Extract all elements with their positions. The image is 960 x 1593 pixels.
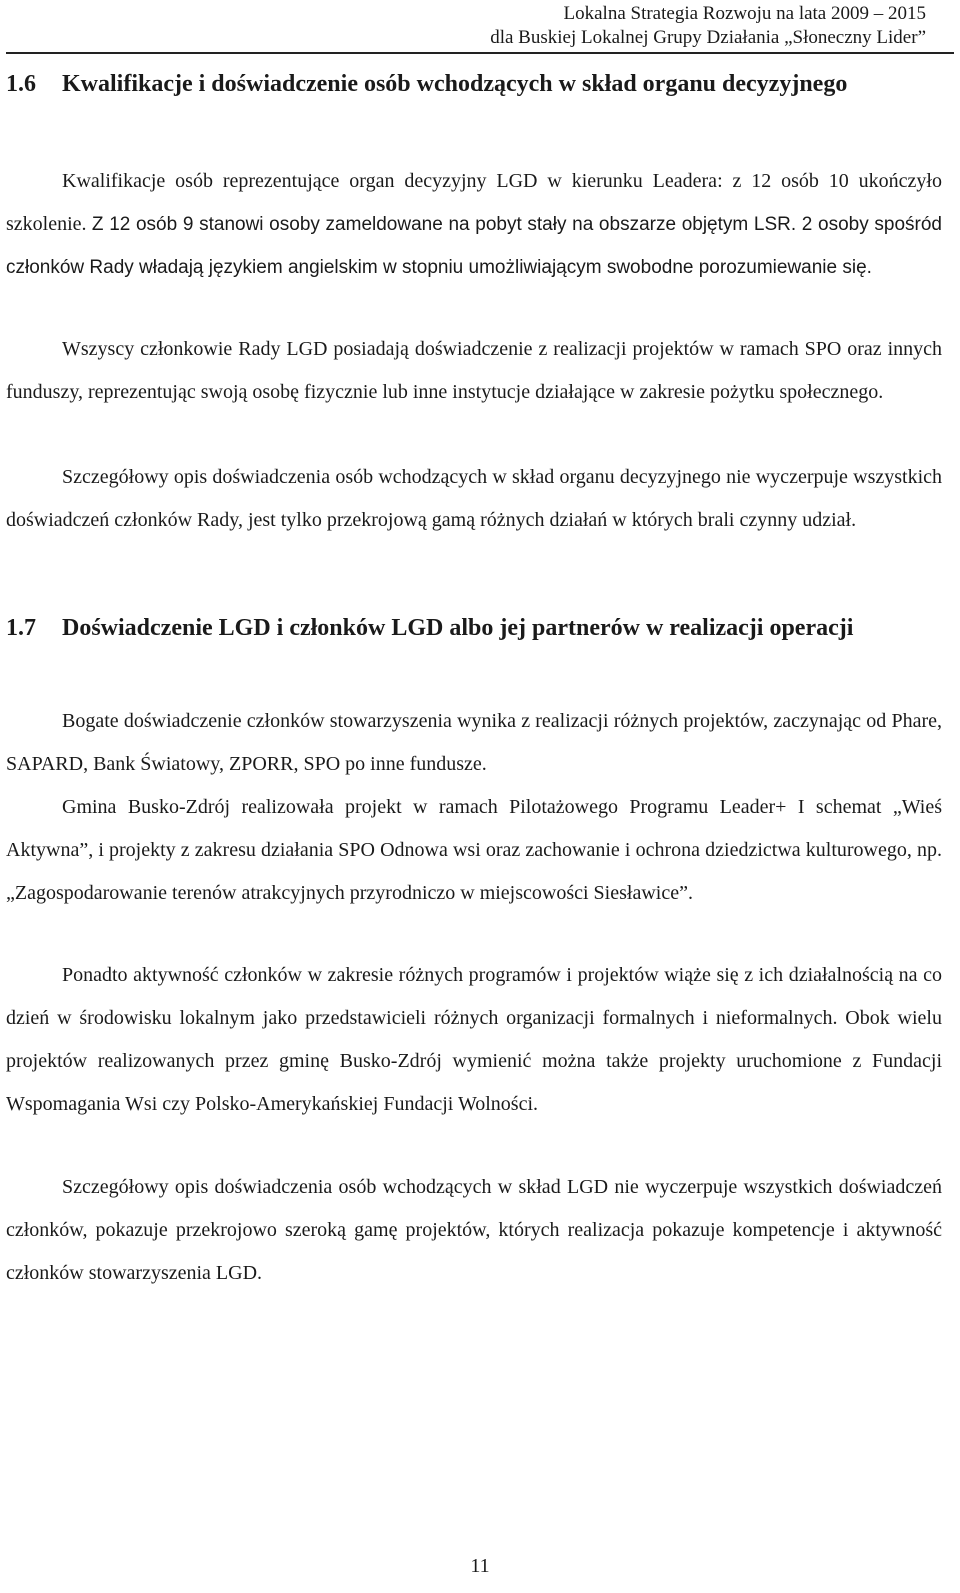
paragraph-text: Kwalifikacje osób reprezentujące organ decyzyjny LGD w kierunku Leadera: z 12 osób 10 ukończyło szkolenie. <box>6 170 942 235</box>
paragraph-text: Gmina Busko-Zdrój realizowała projekt w ramach Pilotażowego Programu Leader+ I schemat „Wieś Aktywna”, i projekty z zakresu działania SPO Odnowa wsi oraz zachowanie i ochrona dziedzictwa kulturowego, np. „Zagospodarowanie terenów atrakcyjnych przyrodniczo w miejscowości Siesławice”. <box>6 796 942 904</box>
paragraph <box>6 786 942 915</box>
paragraph <box>6 954 942 1126</box>
section-heading-1-6 <box>6 68 940 100</box>
header-line-2: dla Buskiej Lokalnej Grupy Działania „Słoneczny Lider” <box>490 27 926 48</box>
paragraph <box>6 160 942 289</box>
section-number: 1.6 <box>6 71 36 97</box>
paragraph <box>6 700 942 786</box>
section-title: Kwalifikacje i doświadczenie osób wchodzących w skład organu decyzyjnego <box>62 71 848 97</box>
section-number: 1.7 <box>6 615 36 641</box>
paragraph-text: Szczegółowy opis doświadczenia osób wchodzących w skład organu decyzyjnego nie wyczerpuje wszystkich doświadczeń członków Rady, jest tylko przekrojową gamą różnych działań w których brali czynny udział. <box>6 466 942 531</box>
paragraph-text: Z 12 osób 9 stanowi osoby zameldowane na pobyt stały na obszarze objętym LSR. 2 osoby spośród członków Rady władają językiem angielskim w stopniu umożliwiającym swobodne porozumiewanie się. <box>6 214 942 278</box>
header-line-1: Lokalna Strategia Rozwoju na lata 2009 – 2015 <box>563 3 926 24</box>
section-title: Doświadczenie LGD i członków LGD albo jej partnerów w realizacji operacji <box>62 615 854 641</box>
paragraph-text: Szczegółowy opis doświadczenia osób wchodzących w skład LGD nie wyczerpuje wszystkich doświadczeń członków, pokazuje przekrojowo szeroką gamę projektów, których realizacja pokazuje kompetencje i aktywność członków stowarzyszenia LGD. <box>6 1176 942 1284</box>
paragraph <box>6 456 942 542</box>
running-header <box>490 2 926 50</box>
paragraph-text: Wszyscy członkowie Rady LGD posiadają doświadczenie z realizacji projektów w ramach SPO oraz innych funduszy, reprezentując swoją osobę fizycznie lub inne instytucje działające w zakresie pożytku społecznego. <box>6 338 942 403</box>
section-heading-1-7 <box>6 612 940 644</box>
paragraph-text: Ponadto aktywność członków w zakresie różnych programów i projektów wiąże się z ich działalnością na co dzień w środowisku lokalnym jako przedstawicieli różnych organizacji formalnych i nieformalnych. Obok wielu projektów realizowanych przez gminę Busko-Zdrój wymienić można także projekty uruchomione z Fundacji Wspomagania Wsi czy Polsko-Amerykańskiej Fundacji Wolności. <box>6 964 942 1115</box>
page-number: 11 <box>470 1555 490 1577</box>
paragraph <box>6 328 942 414</box>
paragraph <box>6 1166 942 1295</box>
paragraph-text: Bogate doświadczenie członków stowarzyszenia wynika z realizacji różnych projektów, zaczynając od Phare, SAPARD, Bank Światowy, ZPORR, SPO po inne fundusze. <box>6 710 942 775</box>
header-divider <box>6 52 954 54</box>
